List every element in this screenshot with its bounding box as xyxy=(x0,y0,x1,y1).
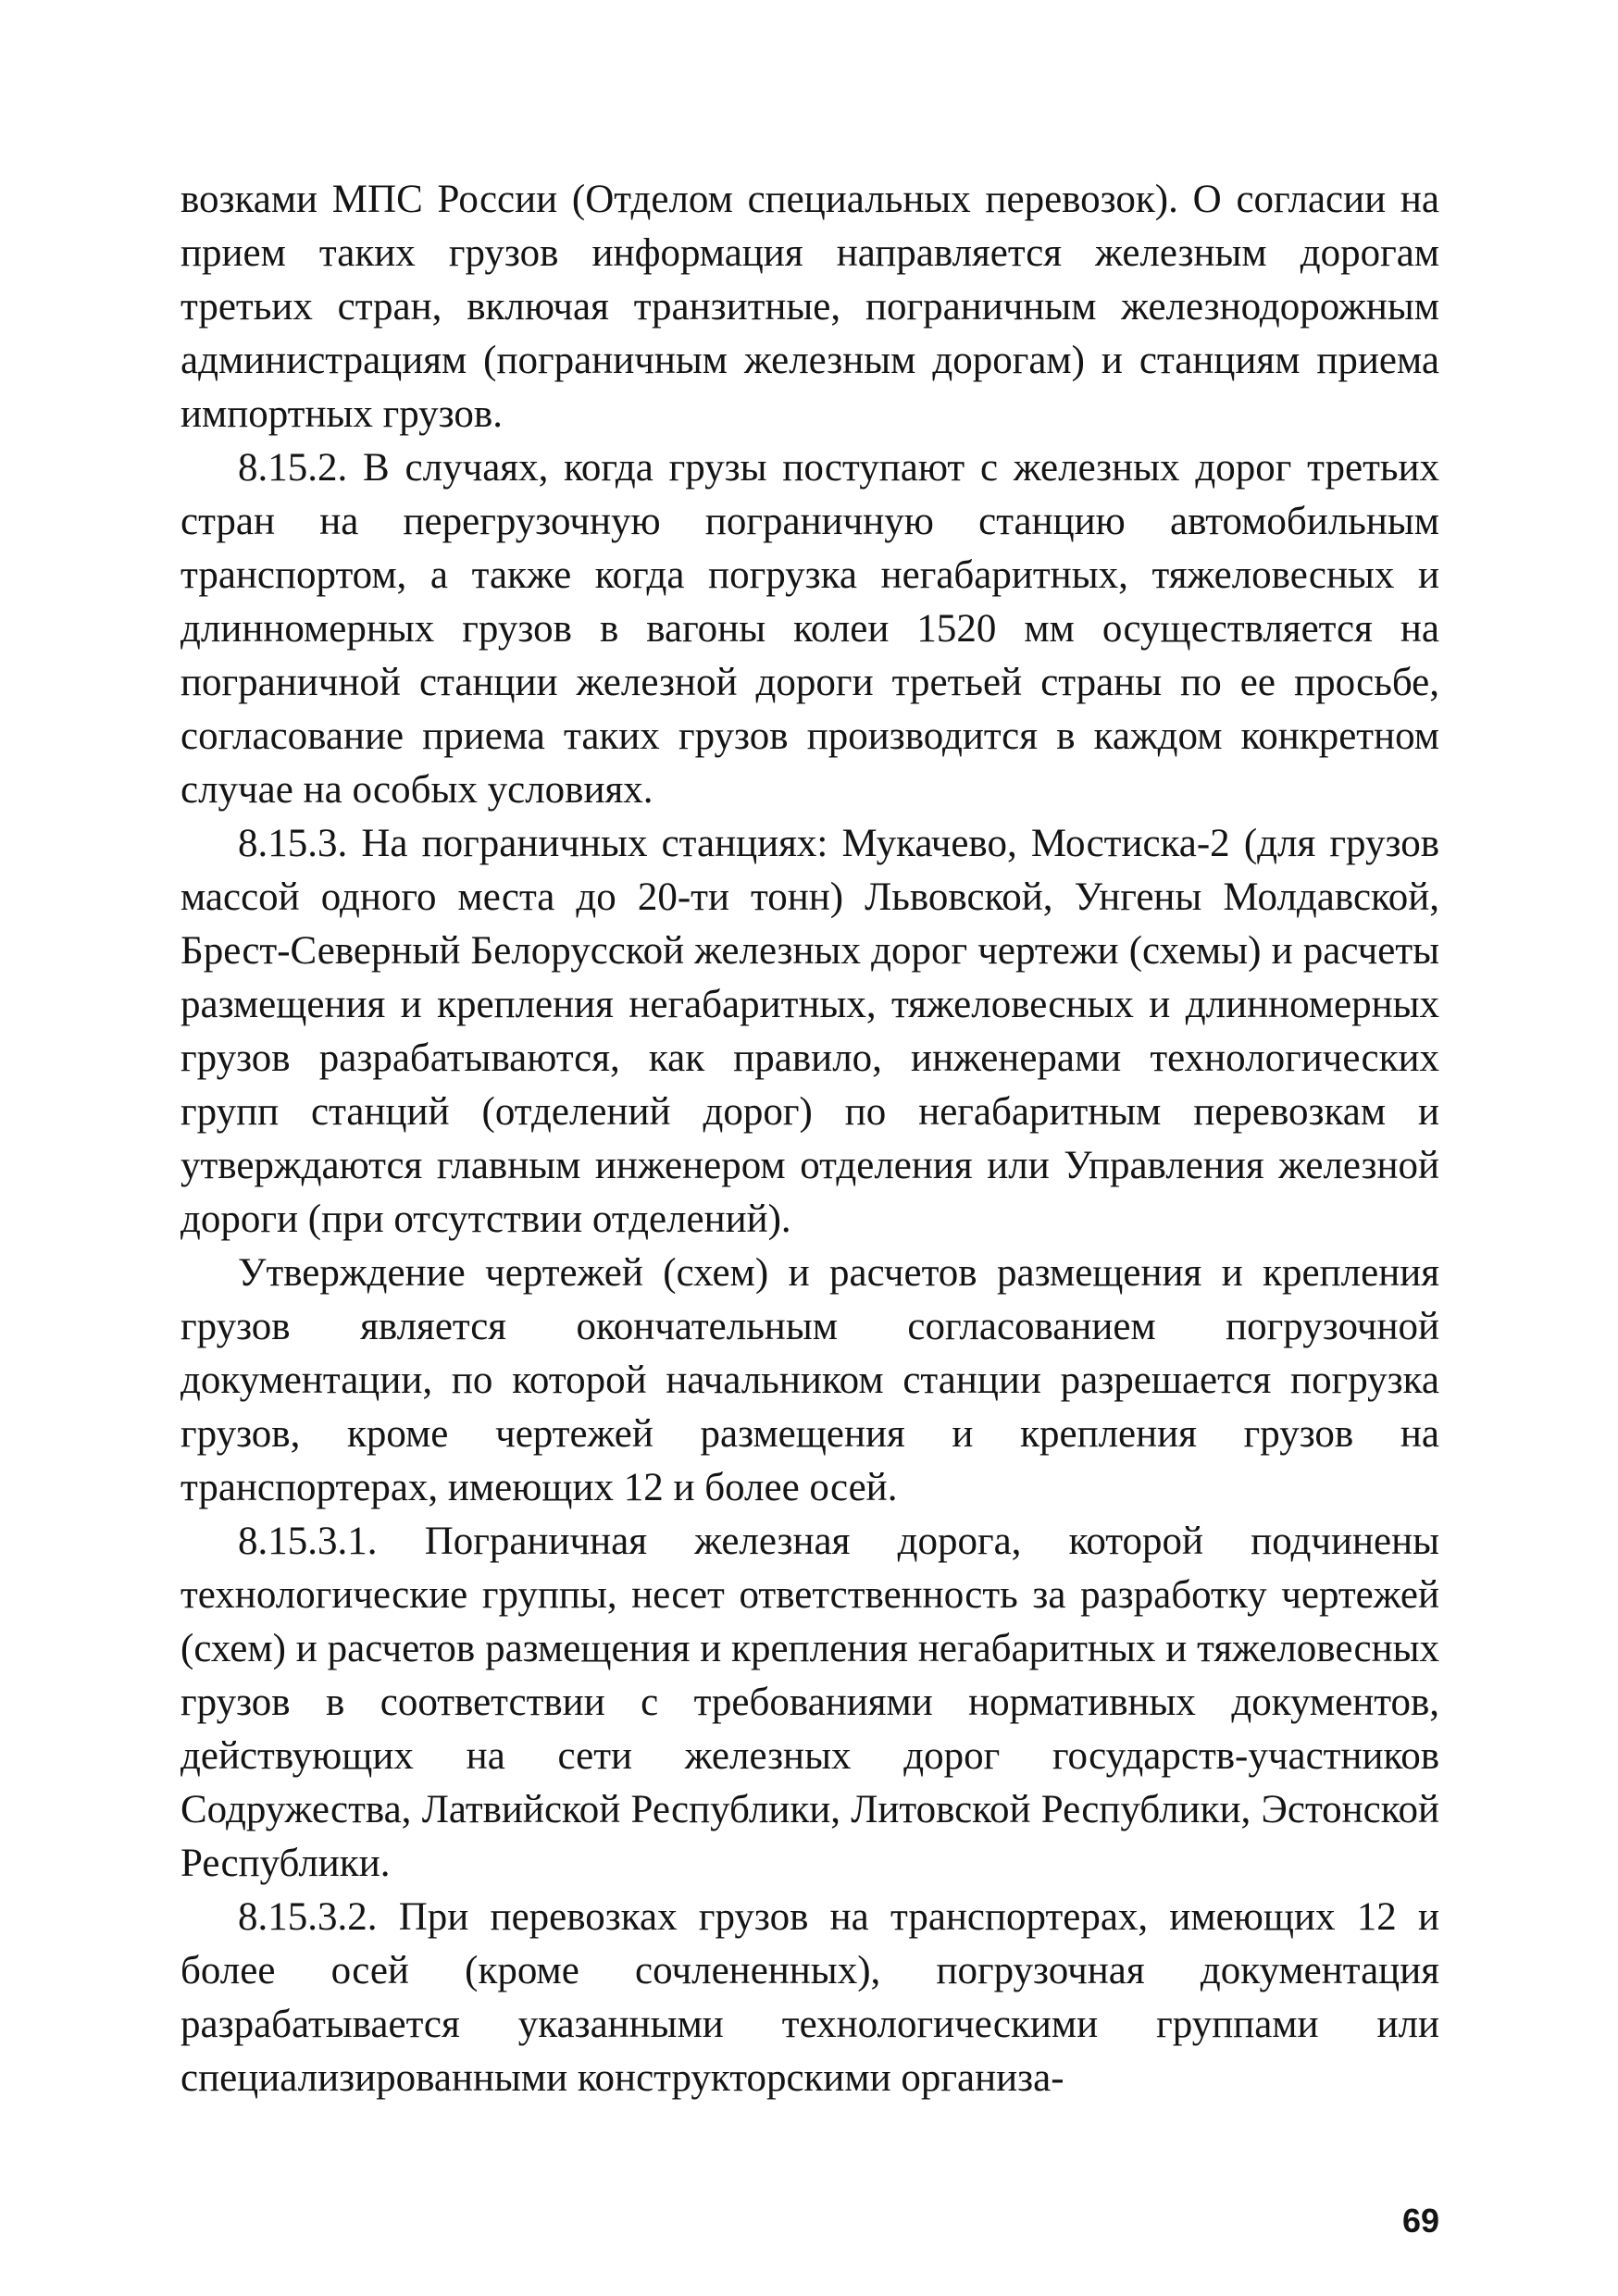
paragraph-continuation: возками МПС России (Отделом специальных перевозок). О согласии на прием таких грузов информация направляется железным дорогам третьих стран, включая транзитные, пограничным железнодорожным администрациям (пограничным железным дорогам) и станциям приема импортных грузов. xyxy=(180,178,1439,436)
paragraph-approval: Утверждение чертежей (схем) и расчетов размещения и крепления грузов является окончательным согласованием погрузочной документации, по которой начальником станции разрешается погрузка грузов, кроме чертежей размещения и крепления грузов на транспортерах, имеющих 12 и более осей. xyxy=(180,1251,1439,1509)
paragraph-8-15-3-1: 8.15.3.1. Пограничная железная дорога, которой подчинены технологические группы, несет ответственность за разработку чертежей (схем) и расчетов размещения и крепления негабаритных и тяжеловесных грузов в соответствии с требованиями нормативных документов, действующих на сети железных дорог государств-участников Содружества, Латвийской Республики, Литовской Республики, Эстонской Республики. xyxy=(180,1520,1439,1885)
paragraph-8-15-3-2: 8.15.3.2. При перевозках грузов на транспортерах, имеющих 12 и более осей (кроме сочлененных), погрузочная документация разрабатывается указанными технологическими группами или специализированными конструкторскими организа- xyxy=(180,1895,1439,2100)
book-page xyxy=(180,173,1439,2240)
paragraph-8-15-3: 8.15.3. На пограничных станциях: Мукачево, Мостиска-2 (для грузов массой одного места до 20-ти тонн) Львовской, Унгены Молдавской, Брест-Северный Белорусской железных дорог чертежи (схемы) и расчеты размещения и крепления негабаритных, тяжеловесных и длинномерных грузов разрабатываются, как правило, инженерами технологических групп станций (отделений дорог) по негабаритным перевозкам и утверждаются главным инженером отделения или Управления железной дороги (при отсутствии отделений). xyxy=(180,822,1439,1241)
paragraph-8-15-2: 8.15.2. В случаях, когда грузы поступают с железных дорог третьих стран на перегрузочную пограничную станцию автомобильным транспортом, а также когда погрузка негабаритных, тяжеловесных и длинномерных грузов в вагоны колеи 1520 мм осуществляется на пограничной станции железной дороги третьей страны по ее просьбе, согласование приема таких грузов производится в каждом конкретном случае на особых условиях. xyxy=(180,446,1439,812)
page-number: 69 xyxy=(1401,2202,1439,2240)
